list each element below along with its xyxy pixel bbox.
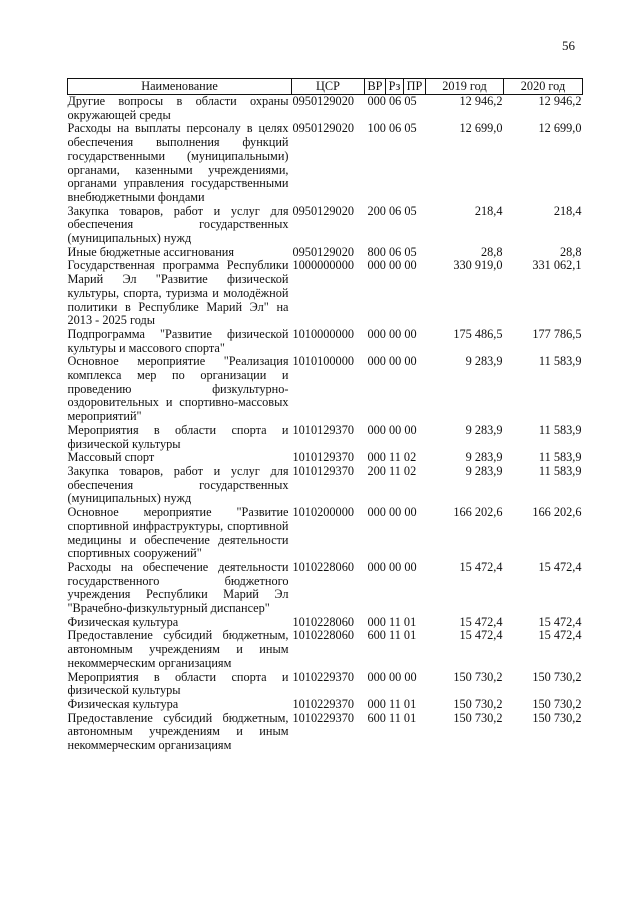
row-csr: 1010228060 — [292, 628, 354, 643]
row-name: Расходы на обеспечение деятельности государственного бюджетного учреждения Республики Марий Эл "Врачебно-физкультурный диспансер" — [67, 559, 289, 616]
row-amount-2019: 175 486,5 — [453, 326, 503, 341]
table-row — [68, 465, 583, 506]
header-name: Наименование — [68, 79, 292, 95]
row-name: Мероприятия в области спорта и физической культуры — [67, 422, 289, 451]
row-name: Основное мероприятие "Развитие спортивной инфраструктуры, спортивной медицины и обеспечение деятельности спортивных сооружений" — [67, 505, 289, 561]
row-name: Мероприятия в области спорта и физической культуры — [67, 669, 289, 698]
table-row — [68, 205, 583, 246]
header-csr: ЦСР — [292, 79, 365, 95]
row-amount-2020: 12 699,0 — [538, 121, 582, 136]
row-amount-2019: 166 202,6 — [453, 505, 503, 520]
row-amount-2020: 28,8 — [559, 244, 582, 259]
row-codes: 600 11 01 — [367, 710, 417, 725]
row-amount-2019: 28,8 — [480, 244, 503, 259]
table-row — [68, 506, 583, 561]
row-codes: 000 06 05 — [367, 94, 417, 108]
table-header — [68, 79, 583, 95]
row-amount-2019: 12 946,2 — [459, 94, 503, 108]
row-csr: 1010228060 — [292, 559, 354, 574]
row-amount-2019: 9 283,9 — [465, 354, 503, 369]
row-amount-2019: 218,4 — [474, 203, 503, 218]
table-row — [68, 95, 583, 123]
row-csr: 1010129370 — [292, 450, 354, 465]
row-csr: 0950129020 — [292, 121, 354, 136]
row-csr: 0950129020 — [292, 244, 354, 259]
row-amount-2019: 330 919,0 — [453, 258, 503, 273]
row-name: Предоставление субсидий бюджетным, автономным учреждениям и иным некоммерческим организациям — [67, 628, 289, 670]
row-csr: 1010228060 — [292, 614, 354, 629]
table-body — [68, 95, 583, 753]
row-amount-2020: 15 472,4 — [538, 628, 582, 643]
row-amount-2020: 12 946,2 — [538, 94, 582, 108]
row-amount-2020: 15 472,4 — [538, 559, 582, 574]
row-amount-2020: 150 730,2 — [532, 696, 582, 711]
row-amount-2019: 12 699,0 — [459, 121, 503, 136]
table-row — [68, 355, 583, 424]
row-codes: 000 00 00 — [367, 559, 417, 574]
row-amount-2019: 15 472,4 — [459, 628, 503, 643]
table-row — [68, 424, 583, 451]
table-row — [68, 122, 583, 204]
header-vr: ВР — [365, 79, 386, 95]
table-row — [68, 246, 583, 260]
row-amount-2020: 15 472,4 — [538, 614, 582, 629]
table-row — [68, 616, 583, 630]
row-csr: 1010229370 — [292, 669, 354, 684]
row-amount-2020: 150 730,2 — [532, 710, 582, 725]
page-number: 56 — [562, 38, 575, 53]
row-amount-2019: 150 730,2 — [453, 669, 503, 684]
row-name: Основное мероприятие "Реализация комплекса мер по организации и проведению физкультурно-оздоровительных и спортивно-массовых мероприятий" — [67, 354, 289, 424]
row-name: Массовый спорт — [67, 450, 155, 465]
row-codes: 600 11 01 — [367, 628, 417, 643]
row-codes: 000 11 01 — [367, 614, 417, 629]
row-amount-2020: 177 786,5 — [532, 326, 582, 341]
row-codes: 000 00 00 — [367, 422, 417, 437]
row-csr: 0950129020 — [292, 94, 354, 108]
row-csr: 1010100000 — [292, 354, 354, 369]
row-name: Физическая культура — [67, 696, 179, 711]
table-row — [68, 712, 583, 753]
header-2020: 2020 год — [504, 79, 583, 95]
row-name: Подпрограмма "Развитие физической культуры и массового спорта" — [67, 326, 289, 355]
row-csr: 1010229370 — [292, 710, 354, 725]
header-2019: 2019 год — [426, 79, 504, 95]
row-name: Иные бюджетные ассигнования — [67, 244, 235, 259]
row-amount-2020: 150 730,2 — [532, 669, 582, 684]
table-row — [68, 451, 583, 465]
row-amount-2020: 11 583,9 — [538, 463, 582, 478]
budget-table — [67, 78, 583, 753]
row-codes: 000 00 00 — [367, 326, 417, 341]
row-amount-2020: 11 583,9 — [538, 354, 582, 369]
row-name: Другие вопросы в области охраны окружающей среды — [67, 94, 289, 122]
row-name: Закупка товаров, работ и услуг для обеспечения государственных (муниципальных) нужд — [67, 203, 289, 246]
row-csr: 1010229370 — [292, 696, 354, 711]
row-name: Предоставление субсидий бюджетным, автономным учреждениям и иным некоммерческим организациям — [67, 710, 289, 753]
row-amount-2019: 150 730,2 — [453, 710, 503, 725]
row-amount-2019: 15 472,4 — [459, 614, 503, 629]
row-csr: 1010129370 — [292, 422, 354, 437]
row-codes: 000 00 00 — [367, 505, 417, 520]
row-amount-2020: 331 062,1 — [532, 258, 582, 273]
row-name: Закупка товаров, работ и услуг для обеспечения государственных (муниципальных) нужд — [67, 463, 289, 506]
table-row — [68, 328, 583, 355]
row-name: Физическая культура — [67, 614, 179, 629]
row-amount-2020: 166 202,6 — [532, 505, 582, 520]
row-name: Государственная программа Республики Марий Эл "Развитие физической культуры, спорта, туризма и молодёжной политики в Республике Марий Эл" на 2013 - 2025 годы — [67, 258, 289, 328]
row-codes: 100 06 05 — [367, 121, 417, 136]
row-codes: 000 00 00 — [367, 354, 417, 369]
row-codes: 000 11 01 — [367, 696, 417, 711]
row-csr: 1000000000 — [292, 258, 354, 273]
row-amount-2019: 9 283,9 — [465, 463, 503, 478]
row-codes: 000 00 00 — [367, 669, 417, 684]
row-amount-2020: 11 583,9 — [538, 450, 582, 465]
row-csr: 0950129020 — [292, 203, 354, 218]
row-name: Расходы на выплаты персоналу в целях обеспечения выполнения функций государственными (муниципальными) органами, казенными учреждениями, органами управления государственными внебюджетными фондами — [67, 121, 289, 204]
row-codes: 200 11 02 — [367, 463, 417, 478]
row-csr: 1010129370 — [292, 463, 354, 478]
table-row — [68, 698, 583, 712]
row-codes: 000 00 00 — [367, 258, 417, 273]
row-codes: 200 06 05 — [367, 203, 417, 218]
table-row — [68, 671, 583, 698]
header-rz: Рз — [386, 79, 404, 95]
row-codes: 000 11 02 — [367, 450, 417, 465]
row-csr: 1010200000 — [292, 505, 354, 520]
row-csr: 1010000000 — [292, 326, 354, 341]
row-amount-2019: 15 472,4 — [459, 559, 503, 574]
row-amount-2019: 9 283,9 — [465, 450, 503, 465]
row-amount-2020: 11 583,9 — [538, 422, 582, 437]
table-row — [68, 561, 583, 616]
header-pr: ПР — [404, 79, 426, 95]
row-amount-2020: 218,4 — [553, 203, 582, 218]
row-amount-2019: 9 283,9 — [465, 422, 503, 437]
row-amount-2019: 150 730,2 — [453, 696, 503, 711]
row-codes: 800 06 05 — [367, 244, 417, 259]
table-row — [68, 629, 583, 670]
table-row — [68, 259, 583, 328]
